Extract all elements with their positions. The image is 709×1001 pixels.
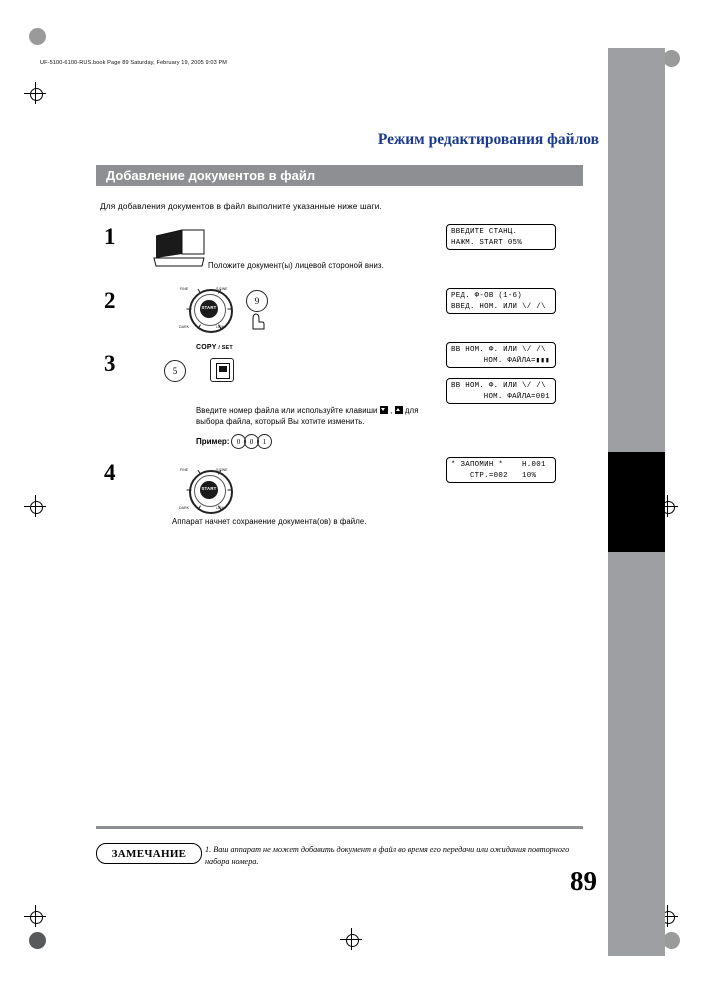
lcd-step-3-a-line-2: НОМ. ФАЙЛА=▮▮▮ (469, 357, 550, 365)
arrow-up-key-icon (395, 406, 403, 414)
dial-graphic-step-4[interactable]: START FINE S.FINE DARK LIGHT (186, 467, 232, 513)
lcd-step-4 (446, 457, 556, 483)
page-title: Режим редактирования файлов (377, 131, 599, 148)
dial-hub-label: START (201, 305, 217, 310)
step-3-caption: Введите номер файла или используйте клавиши , для выбора файла, который Вы хотите изменить. (196, 406, 419, 426)
crop-mark-bottom-center (340, 928, 362, 950)
finger-pointer-step-2 (248, 310, 266, 330)
lcd-step-2 (446, 288, 556, 314)
dial-hub-label-step-4: START (201, 486, 217, 491)
registration-dot-bottom-left (29, 932, 46, 949)
lcd-step-3-b-line-2: НОМ. ФАЙЛА=001 (469, 393, 550, 401)
copy-set-button[interactable] (210, 358, 234, 382)
section-heading-bar (96, 165, 583, 186)
step-3-caption-text-2: для выбора файла, который Вы хотите изменить. (196, 406, 419, 426)
lcd-step-3-b (446, 378, 556, 404)
note-badge: ЗАМЕЧАНИЕ (96, 843, 202, 864)
lcd-step-1-line-2: НАЖМ. START 05% (451, 239, 523, 247)
side-tab-additional-functions (569, 452, 665, 552)
lcd-step-1-line-1: ВВЕДИТЕ СТАНЦ. (451, 228, 518, 236)
crop-mark-left-mid (24, 495, 46, 517)
step-number-1: 1 (104, 224, 116, 249)
lcd-step-2-line-2: ВВЕД. НОМ. ИЛИ \/ /\ (451, 303, 546, 311)
lcd-step-1 (446, 224, 556, 250)
step-1-caption: Положите документ(ы) лицевой стороной вниз. (208, 261, 384, 270)
step-number-2: 2 (104, 288, 116, 313)
lcd-step-2-line-1: РЕД. Ф-ОВ (1-6) (451, 292, 523, 300)
copy-set-key-label: COPY / SET (196, 344, 233, 351)
note-text: 1. Ваш аппарат не может добавить документ в файл во время его передачи или ожидания повторного набора номера. (205, 845, 570, 866)
crop-mark-bottom-left (24, 905, 46, 927)
dial-graphic-step-2: START FINE S.FINE DARK LIGHT (186, 286, 232, 332)
lcd-step-4-line-2: СТР.=002 10% (451, 472, 537, 480)
footer-divider (96, 826, 583, 829)
keypad-key-5[interactable]: 5 (164, 360, 186, 382)
example-label: Пример: (196, 437, 230, 446)
keypad-key-example-0a[interactable]: 0 (231, 434, 246, 449)
arrow-down-key-icon (380, 406, 388, 414)
step-3-caption-text-1: Введите номер файла или используйте клавиши (196, 406, 378, 415)
registration-dot-top-left (29, 28, 46, 45)
lcd-step-4-line-1: * ЗАПОМИН * Н.001 (451, 461, 546, 469)
keypad-key-9[interactable]: 9 (246, 290, 268, 312)
registration-dot-bottom-right (663, 932, 680, 949)
side-tab-label: Дополнительные функции (569, 452, 591, 529)
lcd-step-3-a-line-1: ВВ НОМ. Ф. ИЛИ \/ /\ (451, 346, 546, 354)
lcd-step-3-a (446, 342, 556, 368)
keypad-key-example-1[interactable]: 1 (257, 434, 272, 449)
intro-text: Для добавления документов в файл выполните указанные ниже шаги. (100, 201, 382, 211)
book-header-line: UF-5100-6100-RUS.book Page 89 Saturday, February 19, 2005 9:03 PM (40, 60, 228, 66)
lcd-step-3-b-line-1: ВВ НОМ. Ф. ИЛИ \/ /\ (451, 382, 546, 390)
keypad-key-example-0b[interactable]: 0 (244, 434, 259, 449)
step-4-caption: Аппарат начнет сохранение документа(ов) в файле. (172, 517, 367, 526)
step-number-4: 4 (104, 460, 116, 485)
step-number-3: 3 (104, 351, 116, 376)
registration-dot-top-right (663, 50, 680, 67)
section-heading-label: Добавление документов в файл (106, 168, 316, 183)
document-face-down-icon (152, 228, 206, 268)
crop-mark-top-left (24, 82, 46, 104)
page-number: 89 (570, 866, 597, 896)
